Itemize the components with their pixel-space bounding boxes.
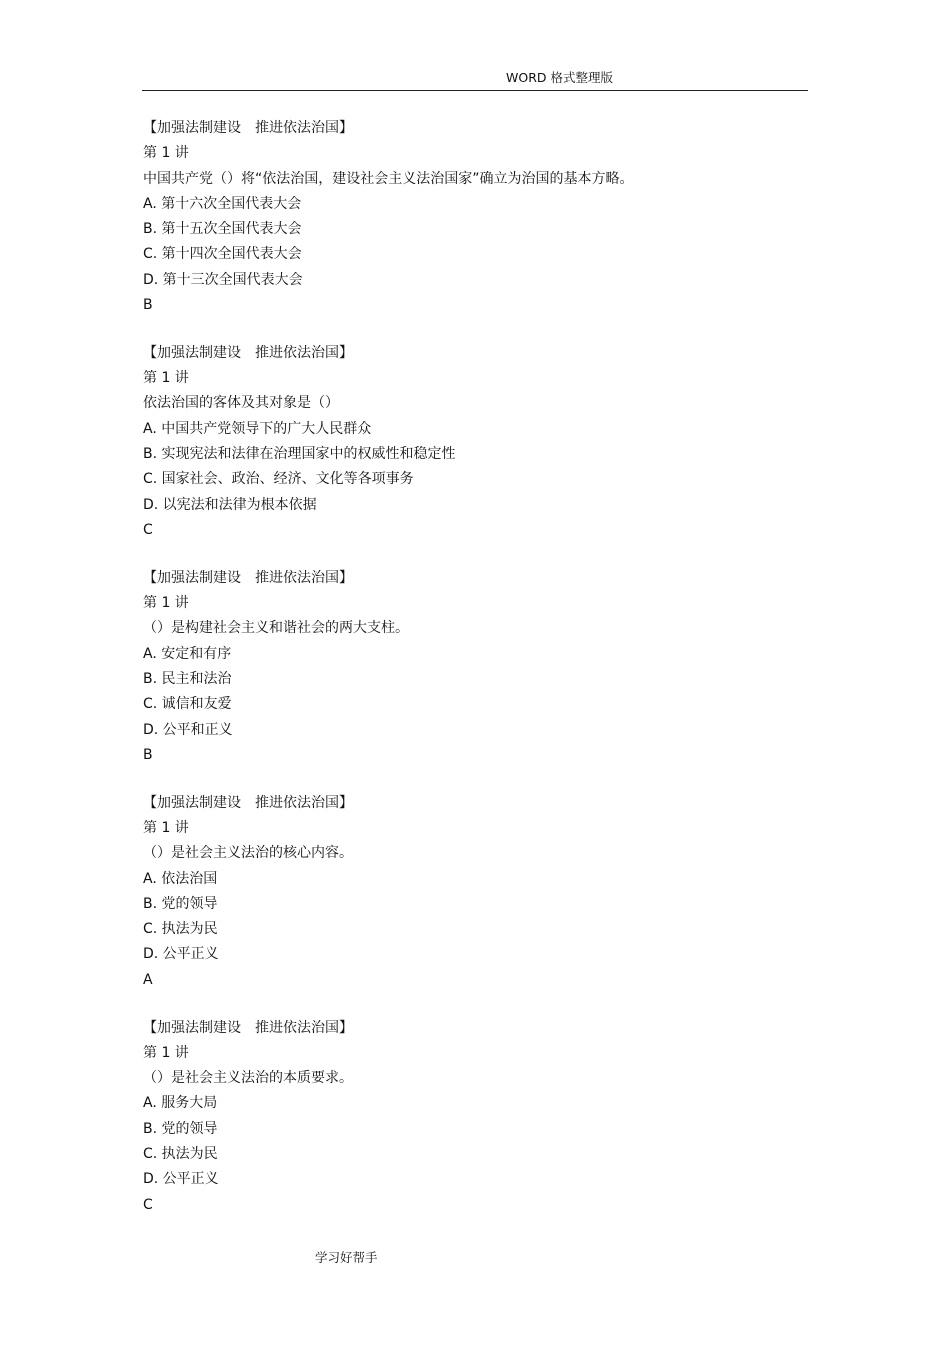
question-stem: （）是社会主义法治的本质要求。 xyxy=(143,1070,353,1087)
page-footer-text: 学习好帮手 xyxy=(315,1250,378,1265)
question-lecture: 第 1 讲 xyxy=(143,370,189,387)
option-b: B. 第十五次全国代表大会 xyxy=(143,221,302,238)
option-d: D. 公平和正义 xyxy=(143,721,233,738)
option-d: D. 公平正义 xyxy=(143,1171,219,1188)
question-list xyxy=(143,116,823,1240)
page-header-text: WORD 格式整理版 xyxy=(506,70,613,85)
option-a: A. 中国共产党领导下的广大人民群众 xyxy=(143,420,372,437)
question-category: 【加强法制建设 推进依法治国】 xyxy=(143,794,353,811)
option-a: A. 安定和有序 xyxy=(143,645,232,662)
question-block-4 xyxy=(143,791,823,993)
question-block-1 xyxy=(143,116,823,318)
option-c: C. 诚信和友爱 xyxy=(143,696,232,713)
question-stem: 中国共产党（）将“依法治国，建设社会主义法治国家”确立为治国的基本方略。 xyxy=(143,170,634,187)
question-block-5 xyxy=(143,1016,823,1218)
option-a: A. 第十六次全国代表大会 xyxy=(143,195,302,212)
question-lecture: 第 1 讲 xyxy=(143,145,189,162)
option-d: D. 第十三次全国代表大会 xyxy=(143,271,303,288)
question-category: 【加强法制建设 推进依法治国】 xyxy=(143,569,353,586)
option-c: C. 第十四次全国代表大会 xyxy=(143,246,302,263)
option-b: B. 党的领导 xyxy=(143,1120,218,1137)
option-d: D. 公平正义 xyxy=(143,946,219,963)
option-b: B. 党的领导 xyxy=(143,895,218,912)
question-block-2 xyxy=(143,341,823,543)
answer: C xyxy=(143,1196,153,1213)
question-category: 【加强法制建设 推进依法治国】 xyxy=(143,1019,353,1036)
option-a: A. 依法治国 xyxy=(143,870,218,887)
answer: B xyxy=(143,297,153,314)
option-c: C. 执法为民 xyxy=(143,1145,218,1162)
question-block-3 xyxy=(143,566,823,768)
question-stem: （）是社会主义法治的核心内容。 xyxy=(143,845,353,862)
option-d: D. 以宪法和法律为根本依据 xyxy=(143,496,317,513)
option-c: C. 国家社会、政治、经济、文化等各项事务 xyxy=(143,471,414,488)
answer: C xyxy=(143,521,153,538)
question-category: 【加强法制建设 推进依法治国】 xyxy=(143,344,353,361)
question-lecture: 第 1 讲 xyxy=(143,595,189,612)
option-c: C. 执法为民 xyxy=(143,921,218,938)
question-stem: （）是构建社会主义和谐社会的两大支柱。 xyxy=(143,620,409,637)
question-lecture: 第 1 讲 xyxy=(143,1044,189,1061)
option-b: B. 实现宪法和法律在治理国家中的权威性和稳定性 xyxy=(143,446,456,463)
question-lecture: 第 1 讲 xyxy=(143,819,189,836)
option-b: B. 民主和法治 xyxy=(143,670,232,687)
question-category: 【加强法制建设 推进依法治国】 xyxy=(143,120,353,136)
answer: A xyxy=(143,971,153,988)
option-a: A. 服务大局 xyxy=(143,1095,218,1112)
answer: B xyxy=(143,746,153,763)
header-divider xyxy=(142,90,808,91)
question-stem: 依法治国的客体及其对象是（） xyxy=(143,395,339,412)
